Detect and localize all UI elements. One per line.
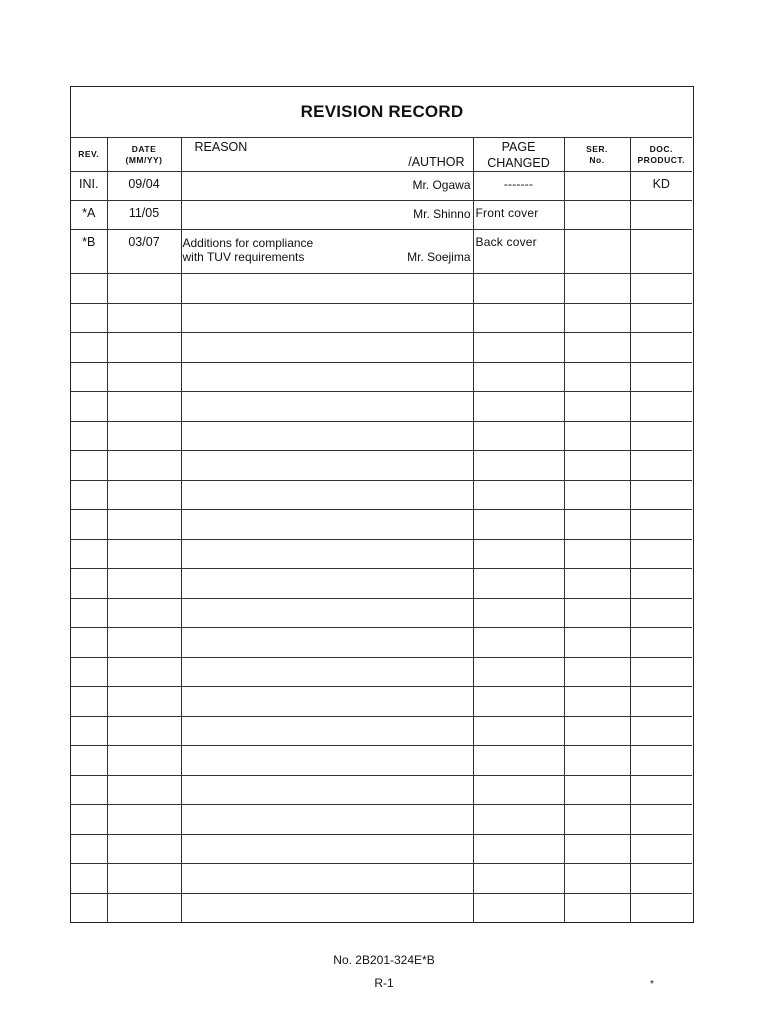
empty-cell	[473, 362, 564, 392]
empty-table-row	[71, 421, 692, 451]
page-number: R-1	[374, 976, 394, 990]
table-row	[71, 172, 692, 201]
ser-cell	[564, 201, 630, 230]
empty-cell	[107, 421, 181, 451]
empty-cell	[564, 451, 630, 481]
empty-table-row	[71, 657, 692, 687]
empty-table-row	[71, 362, 692, 392]
empty-cell	[181, 333, 473, 363]
revision-table	[71, 137, 692, 923]
empty-cell	[107, 716, 181, 746]
empty-cell	[630, 716, 692, 746]
empty-cell	[107, 569, 181, 599]
doc-cell	[630, 201, 692, 230]
empty-cell	[71, 687, 107, 717]
empty-cell	[630, 775, 692, 805]
header-date: DATE (MM/YY)	[107, 138, 181, 172]
table-row	[71, 230, 692, 274]
date-cell: 03/07	[107, 230, 181, 274]
author-text: Mr. Shinno	[413, 207, 471, 221]
empty-cell	[71, 421, 107, 451]
empty-table-row	[71, 333, 692, 363]
empty-table-row	[71, 834, 692, 864]
empty-cell	[564, 628, 630, 658]
empty-cell	[71, 510, 107, 540]
empty-cell	[107, 628, 181, 658]
revision-mark: *	[650, 979, 654, 990]
empty-cell	[107, 775, 181, 805]
reason-cell	[181, 201, 473, 230]
empty-cell	[473, 716, 564, 746]
empty-cell	[181, 775, 473, 805]
reason-cell	[181, 230, 473, 274]
empty-cell	[473, 834, 564, 864]
empty-cell	[473, 628, 564, 658]
empty-cell	[181, 834, 473, 864]
empty-cell	[181, 893, 473, 923]
empty-cell	[630, 421, 692, 451]
header-rev: REV.	[71, 138, 107, 172]
empty-cell	[564, 539, 630, 569]
rev-cell: *A	[71, 201, 107, 230]
empty-cell	[473, 510, 564, 540]
empty-cell	[630, 333, 692, 363]
empty-table-row	[71, 303, 692, 333]
empty-cell	[107, 893, 181, 923]
empty-cell	[630, 657, 692, 687]
empty-cell	[564, 893, 630, 923]
reason-text: Additions for compliance with TUV requirements	[182, 236, 314, 264]
empty-cell	[107, 333, 181, 363]
empty-table-row	[71, 539, 692, 569]
empty-cell	[564, 480, 630, 510]
empty-cell	[473, 274, 564, 304]
empty-cell	[564, 687, 630, 717]
empty-cell	[107, 303, 181, 333]
empty-cell	[71, 569, 107, 599]
empty-table-row	[71, 569, 692, 599]
empty-cell	[473, 746, 564, 776]
revision-record-table-frame	[70, 86, 694, 923]
empty-cell	[181, 274, 473, 304]
empty-cell	[181, 598, 473, 628]
rev-cell: *B	[71, 230, 107, 274]
empty-cell	[564, 834, 630, 864]
empty-cell	[71, 480, 107, 510]
date-cell: 09/04	[107, 172, 181, 201]
page-title: REVISION RECORD	[300, 102, 464, 121]
empty-cell	[630, 451, 692, 481]
empty-table-row	[71, 274, 692, 304]
empty-cell	[181, 864, 473, 894]
empty-cell	[473, 480, 564, 510]
empty-cell	[71, 775, 107, 805]
empty-cell	[181, 510, 473, 540]
empty-cell	[564, 716, 630, 746]
empty-cell	[473, 539, 564, 569]
author-text: Mr. Ogawa	[412, 178, 471, 192]
empty-cell	[473, 392, 564, 422]
empty-table-row	[71, 746, 692, 776]
empty-cell	[71, 864, 107, 894]
empty-cell	[564, 805, 630, 835]
empty-cell	[71, 834, 107, 864]
empty-cell	[181, 805, 473, 835]
empty-cell	[564, 421, 630, 451]
empty-cell	[181, 569, 473, 599]
empty-cell	[107, 834, 181, 864]
empty-cell	[107, 746, 181, 776]
author-text: Mr. Soejima	[407, 250, 471, 264]
empty-cell	[630, 480, 692, 510]
empty-table-row	[71, 687, 692, 717]
empty-cell	[473, 687, 564, 717]
rev-cell: INI.	[71, 172, 107, 201]
empty-cell	[630, 569, 692, 599]
empty-cell	[71, 893, 107, 923]
empty-cell	[473, 451, 564, 481]
empty-cell	[71, 303, 107, 333]
empty-cell	[107, 392, 181, 422]
empty-cell	[181, 539, 473, 569]
empty-table-row	[71, 598, 692, 628]
empty-cell	[473, 333, 564, 363]
empty-cell	[473, 775, 564, 805]
empty-cell	[107, 687, 181, 717]
empty-cell	[181, 303, 473, 333]
empty-table-row	[71, 392, 692, 422]
empty-cell	[181, 628, 473, 658]
empty-cell	[71, 392, 107, 422]
empty-cell	[630, 303, 692, 333]
empty-cell	[564, 775, 630, 805]
empty-cell	[473, 893, 564, 923]
empty-cell	[71, 657, 107, 687]
empty-cell	[107, 480, 181, 510]
empty-cell	[630, 687, 692, 717]
empty-cell	[630, 510, 692, 540]
empty-table-row	[71, 775, 692, 805]
empty-cell	[564, 392, 630, 422]
empty-cell	[564, 274, 630, 304]
empty-cell	[630, 864, 692, 894]
empty-cell	[181, 746, 473, 776]
document-number: No. 2B201-324E*B	[333, 953, 435, 967]
empty-table-row	[71, 716, 692, 746]
empty-cell	[181, 480, 473, 510]
empty-cell	[473, 598, 564, 628]
empty-cell	[564, 333, 630, 363]
empty-cell	[630, 362, 692, 392]
empty-cell	[107, 805, 181, 835]
header-author: /AUTHOR	[408, 155, 465, 169]
empty-cell	[181, 421, 473, 451]
header-doc-product: DOC. PRODUCT.	[630, 138, 692, 172]
empty-cell	[181, 362, 473, 392]
empty-table-row	[71, 510, 692, 540]
ser-cell	[564, 172, 630, 201]
empty-cell	[473, 421, 564, 451]
empty-cell	[473, 569, 564, 599]
empty-cell	[564, 598, 630, 628]
empty-cell	[181, 687, 473, 717]
header-ser-no: SER. No.	[564, 138, 630, 172]
empty-cell	[630, 598, 692, 628]
empty-cell	[630, 628, 692, 658]
empty-cell	[71, 628, 107, 658]
empty-cell	[107, 451, 181, 481]
empty-cell	[630, 893, 692, 923]
empty-cell	[107, 274, 181, 304]
doc-cell	[630, 230, 692, 274]
empty-cell	[564, 510, 630, 540]
empty-cell	[630, 805, 692, 835]
empty-cell	[71, 539, 107, 569]
page-cell: -------	[473, 172, 564, 201]
empty-cell	[564, 362, 630, 392]
empty-cell	[71, 333, 107, 363]
header-page-changed: PAGE CHANGED	[473, 138, 564, 172]
empty-cell	[564, 746, 630, 776]
empty-cell	[71, 746, 107, 776]
empty-cell	[71, 598, 107, 628]
empty-cell	[473, 864, 564, 894]
ser-cell	[564, 230, 630, 274]
empty-cell	[630, 746, 692, 776]
empty-cell	[564, 657, 630, 687]
header-reason: REASON	[194, 140, 248, 154]
empty-cell	[71, 805, 107, 835]
empty-cell	[71, 451, 107, 481]
empty-cell	[630, 834, 692, 864]
empty-cell	[630, 392, 692, 422]
empty-table-row	[71, 451, 692, 481]
empty-cell	[473, 303, 564, 333]
empty-cell	[473, 805, 564, 835]
empty-cell	[71, 362, 107, 392]
empty-cell	[630, 274, 692, 304]
empty-table-row	[71, 893, 692, 923]
empty-cell	[564, 303, 630, 333]
empty-cell	[107, 362, 181, 392]
empty-cell	[630, 539, 692, 569]
empty-cell	[107, 510, 181, 540]
empty-cell	[71, 716, 107, 746]
header-row	[71, 138, 692, 172]
reason-cell	[181, 172, 473, 201]
empty-cell	[564, 569, 630, 599]
empty-table-row	[71, 628, 692, 658]
empty-cell	[181, 451, 473, 481]
empty-cell	[181, 392, 473, 422]
empty-cell	[107, 864, 181, 894]
empty-cell	[564, 864, 630, 894]
doc-cell: KD	[630, 172, 692, 201]
empty-cell	[181, 657, 473, 687]
date-cell: 11/05	[107, 201, 181, 230]
page-cell: Front cover	[473, 201, 564, 230]
table-row	[71, 201, 692, 230]
empty-cell	[107, 539, 181, 569]
page-cell: Back cover	[473, 230, 564, 274]
empty-cell	[181, 716, 473, 746]
header-reason-author	[181, 138, 473, 172]
empty-table-row	[71, 805, 692, 835]
empty-cell	[473, 657, 564, 687]
empty-table-row	[71, 480, 692, 510]
empty-cell	[107, 657, 181, 687]
empty-table-row	[71, 864, 692, 894]
empty-cell	[71, 274, 107, 304]
empty-cell	[107, 598, 181, 628]
